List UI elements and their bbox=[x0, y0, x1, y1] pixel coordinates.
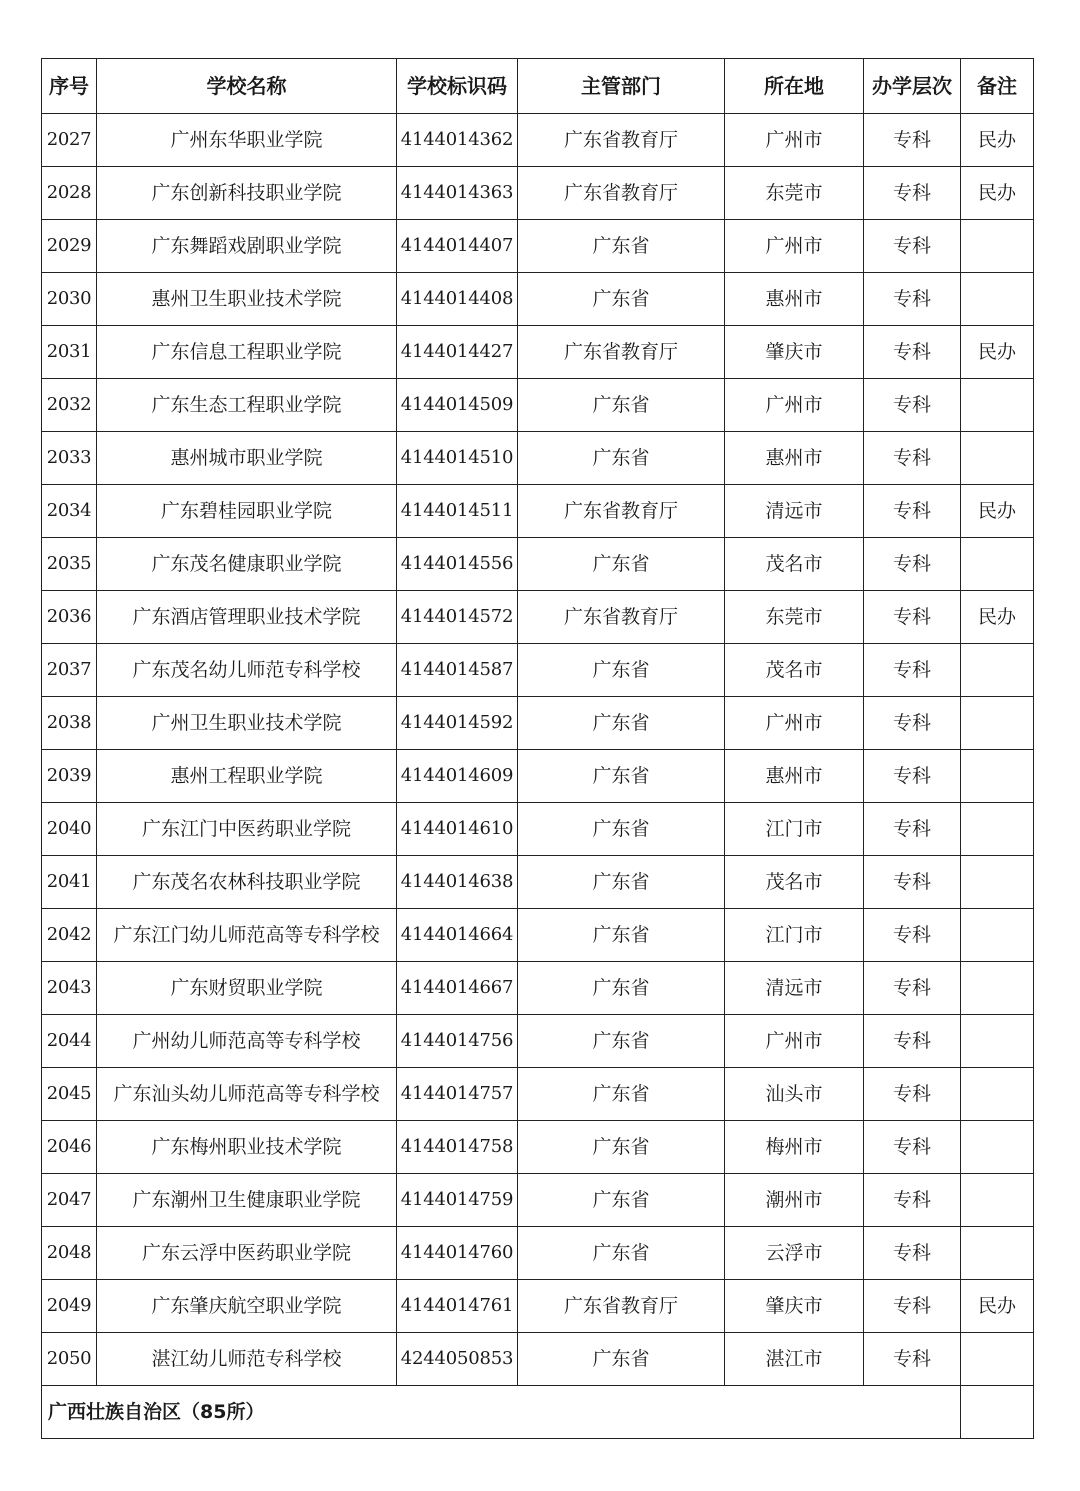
cell-school-name: 广州东华职业学院 bbox=[97, 114, 397, 167]
cell-remarks: 民办 bbox=[961, 591, 1034, 644]
table-row bbox=[42, 538, 1034, 591]
cell-seq: 2035 bbox=[42, 538, 97, 591]
cell-school-code: 4144014572 bbox=[397, 591, 518, 644]
cell-school-name: 广东舞蹈戏剧职业学院 bbox=[97, 220, 397, 273]
cell-department: 广东省教育厅 bbox=[518, 1280, 725, 1333]
cell-seq: 2041 bbox=[42, 856, 97, 909]
table-row bbox=[42, 1280, 1034, 1333]
table-row bbox=[42, 1333, 1034, 1386]
cell-school-code: 4144014638 bbox=[397, 856, 518, 909]
cell-remarks: 民办 bbox=[961, 485, 1034, 538]
table-row bbox=[42, 1015, 1034, 1068]
cell-department: 广东省 bbox=[518, 697, 725, 750]
cell-school-code: 4244050853 bbox=[397, 1333, 518, 1386]
cell-location: 广州市 bbox=[725, 379, 864, 432]
cell-school-name: 广东生态工程职业学院 bbox=[97, 379, 397, 432]
cell-seq: 2032 bbox=[42, 379, 97, 432]
cell-school-code: 4144014363 bbox=[397, 167, 518, 220]
cell-location: 湛江市 bbox=[725, 1333, 864, 1386]
cell-school-code: 4144014609 bbox=[397, 750, 518, 803]
cell-school-code: 4144014407 bbox=[397, 220, 518, 273]
cell-level: 专科 bbox=[864, 485, 961, 538]
cell-location: 惠州市 bbox=[725, 432, 864, 485]
cell-remarks: 民办 bbox=[961, 114, 1034, 167]
cell-department: 广东省 bbox=[518, 273, 725, 326]
cell-school-code: 4144014667 bbox=[397, 962, 518, 1015]
cell-level: 专科 bbox=[864, 1015, 961, 1068]
cell-location: 肇庆市 bbox=[725, 326, 864, 379]
cell-school-name: 湛江幼儿师范专科学校 bbox=[97, 1333, 397, 1386]
header-remarks: 备注 bbox=[961, 59, 1034, 114]
cell-seq: 2038 bbox=[42, 697, 97, 750]
cell-location: 潮州市 bbox=[725, 1174, 864, 1227]
cell-seq: 2036 bbox=[42, 591, 97, 644]
section-remarks bbox=[961, 1386, 1034, 1439]
cell-department: 广东省教育厅 bbox=[518, 114, 725, 167]
cell-school-name: 广东茂名健康职业学院 bbox=[97, 538, 397, 591]
header-school-code: 学校标识码 bbox=[397, 59, 518, 114]
cell-department: 广东省 bbox=[518, 1015, 725, 1068]
cell-school-code: 4144014760 bbox=[397, 1227, 518, 1280]
table-row bbox=[42, 856, 1034, 909]
table-row bbox=[42, 1174, 1034, 1227]
cell-department: 广东省 bbox=[518, 644, 725, 697]
cell-remarks: 民办 bbox=[961, 326, 1034, 379]
cell-seq: 2040 bbox=[42, 803, 97, 856]
cell-location: 茂名市 bbox=[725, 856, 864, 909]
cell-department: 广东省 bbox=[518, 1333, 725, 1386]
cell-location: 东莞市 bbox=[725, 591, 864, 644]
table-row bbox=[42, 697, 1034, 750]
cell-department: 广东省教育厅 bbox=[518, 326, 725, 379]
cell-seq: 2044 bbox=[42, 1015, 97, 1068]
table-row bbox=[42, 962, 1034, 1015]
cell-school-name: 广东江门幼儿师范高等专科学校 bbox=[97, 909, 397, 962]
cell-department: 广东省 bbox=[518, 1121, 725, 1174]
header-level: 办学层次 bbox=[864, 59, 961, 114]
cell-school-name: 广东云浮中医药职业学院 bbox=[97, 1227, 397, 1280]
cell-remarks bbox=[961, 644, 1034, 697]
cell-seq: 2045 bbox=[42, 1068, 97, 1121]
cell-level: 专科 bbox=[864, 114, 961, 167]
cell-school-name: 广州幼儿师范高等专科学校 bbox=[97, 1015, 397, 1068]
cell-location: 惠州市 bbox=[725, 273, 864, 326]
cell-seq: 2028 bbox=[42, 167, 97, 220]
cell-department: 广东省 bbox=[518, 538, 725, 591]
table-row bbox=[42, 1227, 1034, 1280]
cell-level: 专科 bbox=[864, 1333, 961, 1386]
cell-department: 广东省 bbox=[518, 962, 725, 1015]
table-row bbox=[42, 750, 1034, 803]
cell-department: 广东省 bbox=[518, 803, 725, 856]
cell-seq: 2047 bbox=[42, 1174, 97, 1227]
cell-department: 广东省教育厅 bbox=[518, 167, 725, 220]
cell-school-code: 4144014592 bbox=[397, 697, 518, 750]
cell-department: 广东省 bbox=[518, 750, 725, 803]
cell-seq: 2027 bbox=[42, 114, 97, 167]
table-row bbox=[42, 379, 1034, 432]
cell-level: 专科 bbox=[864, 538, 961, 591]
cell-location: 茂名市 bbox=[725, 644, 864, 697]
cell-school-name: 广东创新科技职业学院 bbox=[97, 167, 397, 220]
cell-school-code: 4144014427 bbox=[397, 326, 518, 379]
cell-school-code: 4144014757 bbox=[397, 1068, 518, 1121]
cell-location: 东莞市 bbox=[725, 167, 864, 220]
cell-department: 广东省 bbox=[518, 379, 725, 432]
cell-level: 专科 bbox=[864, 1280, 961, 1333]
table-row bbox=[42, 167, 1034, 220]
section-row bbox=[42, 1386, 1034, 1439]
cell-level: 专科 bbox=[864, 1174, 961, 1227]
cell-seq: 2030 bbox=[42, 273, 97, 326]
cell-school-code: 4144014556 bbox=[397, 538, 518, 591]
cell-school-code: 4144014587 bbox=[397, 644, 518, 697]
cell-seq: 2039 bbox=[42, 750, 97, 803]
cell-remarks bbox=[961, 1174, 1034, 1227]
cell-school-code: 4144014758 bbox=[397, 1121, 518, 1174]
cell-school-code: 4144014759 bbox=[397, 1174, 518, 1227]
cell-remarks bbox=[961, 432, 1034, 485]
table-row bbox=[42, 803, 1034, 856]
cell-location: 江门市 bbox=[725, 909, 864, 962]
cell-level: 专科 bbox=[864, 326, 961, 379]
cell-location: 梅州市 bbox=[725, 1121, 864, 1174]
table-row bbox=[42, 1068, 1034, 1121]
cell-department: 广东省 bbox=[518, 432, 725, 485]
cell-seq: 2046 bbox=[42, 1121, 97, 1174]
cell-school-name: 广东茂名农林科技职业学院 bbox=[97, 856, 397, 909]
cell-seq: 2029 bbox=[42, 220, 97, 273]
header-location: 所在地 bbox=[725, 59, 864, 114]
cell-level: 专科 bbox=[864, 750, 961, 803]
cell-school-name: 广东汕头幼儿师范高等专科学校 bbox=[97, 1068, 397, 1121]
cell-school-code: 4144014509 bbox=[397, 379, 518, 432]
cell-department: 广东省 bbox=[518, 1227, 725, 1280]
cell-school-name: 广东肇庆航空职业学院 bbox=[97, 1280, 397, 1333]
cell-level: 专科 bbox=[864, 379, 961, 432]
header-department: 主管部门 bbox=[518, 59, 725, 114]
cell-department: 广东省教育厅 bbox=[518, 591, 725, 644]
cell-level: 专科 bbox=[864, 644, 961, 697]
table-row bbox=[42, 432, 1034, 485]
cell-location: 惠州市 bbox=[725, 750, 864, 803]
cell-seq: 2034 bbox=[42, 485, 97, 538]
cell-school-code: 4144014510 bbox=[397, 432, 518, 485]
cell-school-name: 广东信息工程职业学院 bbox=[97, 326, 397, 379]
cell-remarks: 民办 bbox=[961, 167, 1034, 220]
cell-school-code: 4144014761 bbox=[397, 1280, 518, 1333]
header-row bbox=[42, 59, 1034, 114]
cell-location: 汕头市 bbox=[725, 1068, 864, 1121]
cell-location: 广州市 bbox=[725, 1015, 864, 1068]
cell-remarks bbox=[961, 697, 1034, 750]
cell-department: 广东省 bbox=[518, 856, 725, 909]
cell-remarks bbox=[961, 538, 1034, 591]
cell-location: 广州市 bbox=[725, 697, 864, 750]
school-list-table bbox=[41, 58, 1034, 1439]
table-row bbox=[42, 220, 1034, 273]
cell-school-name: 广东茂名幼儿师范专科学校 bbox=[97, 644, 397, 697]
cell-seq: 2031 bbox=[42, 326, 97, 379]
cell-level: 专科 bbox=[864, 220, 961, 273]
table-row bbox=[42, 644, 1034, 697]
cell-school-name: 广东财贸职业学院 bbox=[97, 962, 397, 1015]
cell-school-code: 4144014362 bbox=[397, 114, 518, 167]
cell-level: 专科 bbox=[864, 432, 961, 485]
table-row bbox=[42, 909, 1034, 962]
cell-remarks bbox=[961, 220, 1034, 273]
cell-school-name: 广州卫生职业技术学院 bbox=[97, 697, 397, 750]
cell-remarks bbox=[961, 1333, 1034, 1386]
cell-seq: 2048 bbox=[42, 1227, 97, 1280]
cell-remarks bbox=[961, 1227, 1034, 1280]
cell-remarks bbox=[961, 1068, 1034, 1121]
cell-school-name: 广东酒店管理职业技术学院 bbox=[97, 591, 397, 644]
cell-remarks bbox=[961, 1015, 1034, 1068]
cell-school-name: 广东潮州卫生健康职业学院 bbox=[97, 1174, 397, 1227]
cell-school-code: 4144014408 bbox=[397, 273, 518, 326]
cell-location: 肇庆市 bbox=[725, 1280, 864, 1333]
table-body bbox=[42, 114, 1034, 1439]
cell-remarks bbox=[961, 273, 1034, 326]
cell-level: 专科 bbox=[864, 803, 961, 856]
cell-school-name: 广东江门中医药职业学院 bbox=[97, 803, 397, 856]
table-row bbox=[42, 591, 1034, 644]
cell-remarks bbox=[961, 962, 1034, 1015]
header-seq: 序号 bbox=[42, 59, 97, 114]
header-school-name: 学校名称 bbox=[97, 59, 397, 114]
table-row bbox=[42, 485, 1034, 538]
cell-school-name: 惠州工程职业学院 bbox=[97, 750, 397, 803]
cell-department: 广东省 bbox=[518, 220, 725, 273]
cell-seq: 2043 bbox=[42, 962, 97, 1015]
cell-remarks bbox=[961, 856, 1034, 909]
table-row bbox=[42, 326, 1034, 379]
table-row bbox=[42, 114, 1034, 167]
cell-seq: 2033 bbox=[42, 432, 97, 485]
cell-remarks bbox=[961, 909, 1034, 962]
cell-remarks bbox=[961, 803, 1034, 856]
cell-level: 专科 bbox=[864, 1068, 961, 1121]
cell-seq: 2049 bbox=[42, 1280, 97, 1333]
cell-location: 广州市 bbox=[725, 220, 864, 273]
cell-department: 广东省 bbox=[518, 909, 725, 962]
section-label: 广西壮族自治区（85所） bbox=[42, 1386, 961, 1439]
cell-seq: 2050 bbox=[42, 1333, 97, 1386]
cell-school-name: 惠州卫生职业技术学院 bbox=[97, 273, 397, 326]
cell-remarks: 民办 bbox=[961, 1280, 1034, 1333]
cell-school-code: 4144014756 bbox=[397, 1015, 518, 1068]
cell-remarks bbox=[961, 1121, 1034, 1174]
cell-level: 专科 bbox=[864, 1121, 961, 1174]
cell-level: 专科 bbox=[864, 591, 961, 644]
cell-school-code: 4144014610 bbox=[397, 803, 518, 856]
cell-location: 云浮市 bbox=[725, 1227, 864, 1280]
cell-location: 茂名市 bbox=[725, 538, 864, 591]
cell-level: 专科 bbox=[864, 856, 961, 909]
cell-school-code: 4144014511 bbox=[397, 485, 518, 538]
cell-school-code: 4144014664 bbox=[397, 909, 518, 962]
cell-remarks bbox=[961, 750, 1034, 803]
cell-level: 专科 bbox=[864, 1227, 961, 1280]
cell-location: 清远市 bbox=[725, 962, 864, 1015]
table-row bbox=[42, 273, 1034, 326]
cell-department: 广东省 bbox=[518, 1174, 725, 1227]
cell-location: 江门市 bbox=[725, 803, 864, 856]
cell-seq: 2042 bbox=[42, 909, 97, 962]
cell-remarks bbox=[961, 379, 1034, 432]
cell-level: 专科 bbox=[864, 697, 961, 750]
cell-location: 清远市 bbox=[725, 485, 864, 538]
cell-school-name: 惠州城市职业学院 bbox=[97, 432, 397, 485]
cell-level: 专科 bbox=[864, 909, 961, 962]
cell-school-name: 广东碧桂园职业学院 bbox=[97, 485, 397, 538]
cell-location: 广州市 bbox=[725, 114, 864, 167]
cell-level: 专科 bbox=[864, 273, 961, 326]
cell-department: 广东省 bbox=[518, 1068, 725, 1121]
cell-level: 专科 bbox=[864, 167, 961, 220]
table-row bbox=[42, 1121, 1034, 1174]
cell-department: 广东省教育厅 bbox=[518, 485, 725, 538]
cell-level: 专科 bbox=[864, 962, 961, 1015]
cell-seq: 2037 bbox=[42, 644, 97, 697]
cell-school-name: 广东梅州职业技术学院 bbox=[97, 1121, 397, 1174]
